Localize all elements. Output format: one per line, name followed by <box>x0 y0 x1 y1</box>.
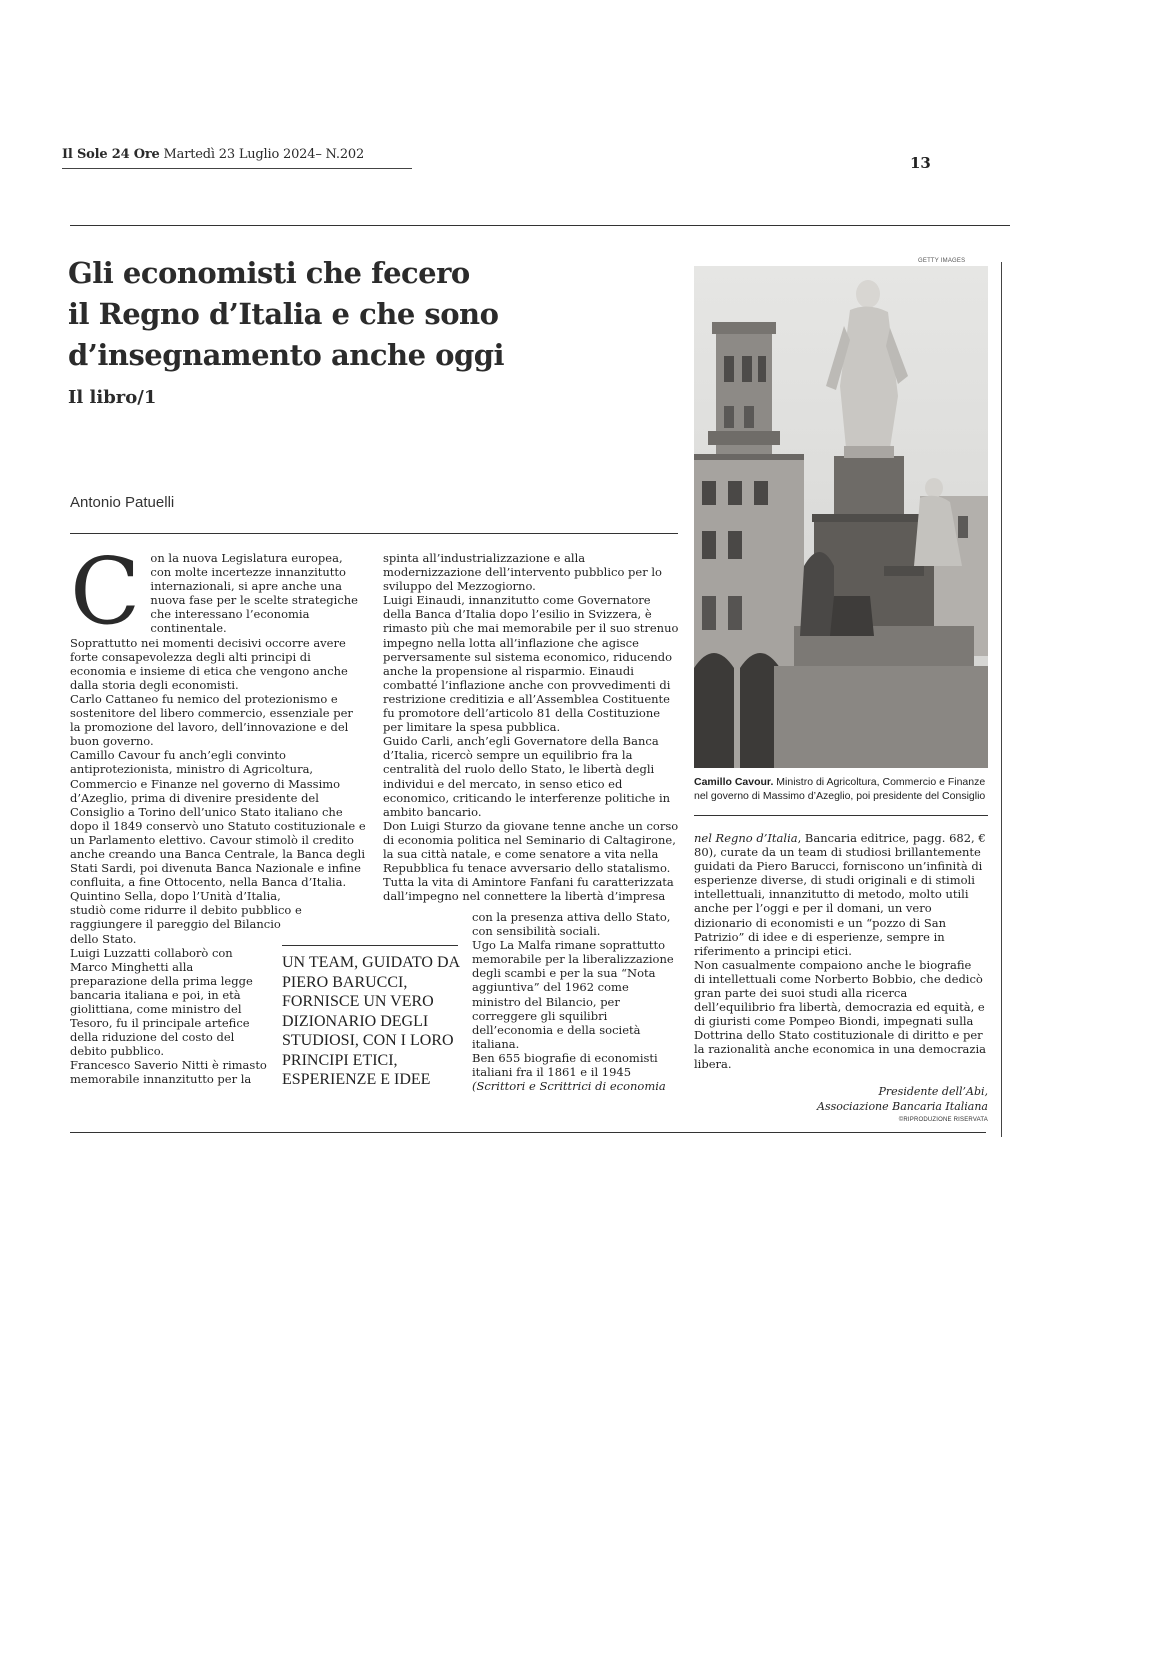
body-paragraph: Soprattutto nei momenti decisivi occorre avere forte consapevolezza degli alti principi di economia e insieme di etica che vengono anche dalla storia degli economisti. <box>70 635 348 692</box>
body-paragraph: Don Luigi Sturzo da giovane tenne anche un corso di economia politica nel Seminario di Caltagirone, la sua città natale, e come senatore a vita nella Repubblica fu tenace avversario dello statalismo. <box>383 818 679 876</box>
body-paragraph: Francesco Saverio Nitti è rimasto memorabile innanzitutto per la <box>70 1058 267 1087</box>
body-paragraph: spinta all’industrializzazione e alla modernizzazione dell’intervento pubblico per lo sviluppo del Mezzogiorno. <box>383 551 662 594</box>
body-paragraph: Guido Carli, anch’egli Governatore della Banca d’Italia, ricercò sempre un equilibrio fra la centralità del ruolo dello Stato, le libertà degli individui e del mercato, in senso etico ed economico, criticando le interferenze politiche in ambito bancario. <box>383 734 671 819</box>
body-paragraph: Ben 655 biografie di economisti italiani fra il 1861 e il 1945 (Scrittori e Scrittrici di economia <box>472 1050 666 1094</box>
article-column-2 <box>383 551 679 903</box>
issue-date: Martedì 23 Luglio 2024 <box>159 147 316 162</box>
signature-organization: Associazione Bancaria Italiana <box>817 1100 988 1113</box>
caption-divider <box>694 815 988 816</box>
headline <box>68 253 538 376</box>
issue-number: – N.202 <box>315 147 365 162</box>
pull-quote <box>282 953 462 1090</box>
body-paragraph: Ugo La Malfa rimane soprattutto memorabile per la liberalizzazione degli scambi e per la sua “Nota aggiuntiva” del 1962 come ministro del Bilancio, per correggere gli squilibri dell’economia e della società italiana. <box>472 938 674 1051</box>
pull-quote-text: UN TEAM, GUIDATO DA PIERO BARUCCI, FORNISCE UN VERO DIZIONARIO DEGLI STUDIOSI, CON I LORO PRINCIPI ETICI, ESPERIENZE E IDEE <box>282 954 460 1088</box>
body-paragraph: Camillo Cavour fu anch’egli convinto antiprotezionista, ministro di Agricoltura, Commercio e Finanze nel governo di Massimo d’Azeglio, prima di divenire presidente del Consiglio a Torino dell’unico Stato italiano che dopo il 1849 conservò uno Statuto costituzionale e un Parlamento elettivo. Cavour stimolò il credito anche creando una Banca Centrale, la Banca degli Stati Sardi, poi divenuta Banca Nazionale e infine confluita, a fine Ottocento, nella Banca d’Italia. <box>70 748 366 890</box>
bottom-divider <box>70 1132 986 1133</box>
masthead-rule <box>62 168 412 169</box>
top-divider <box>70 225 1010 226</box>
body-paragraph: con la presenza attiva dello Stato, con sensibilità sociali. <box>472 910 671 939</box>
right-border-rule <box>1001 262 1002 1137</box>
headline-line: Gli economisti che fecero <box>68 256 470 290</box>
page-number: 13 <box>910 154 931 172</box>
caption-text: Ministro di Agricoltura, Commercio e Finanze nel governo di Massimo d’Azeglio, poi presidente del Consiglio <box>694 776 986 802</box>
body-paragraph: Non casualmente compaiono anche le biografie di intellettuali come Norberto Bobbio, che dedicò gran parte dei suoi studi alla ricerca dell’equilibrio fra libertà, democrazia ed equità, e di giuristi come Pompeo Biondi, impegnati sulla Dottrina dello Stato costituzionale di diritto e per la razionalità anche economica in una democrazia libera. <box>694 957 987 1071</box>
author-byline: Antonio Patuelli <box>70 494 175 511</box>
caption-subject: Camillo Cavour. <box>694 776 774 788</box>
headline-line: d’insegnamento anche oggi <box>68 338 505 372</box>
body-paragraph: Tutta la vita di Amintore Fanfani fu caratterizzata dall’impegno nel connettere la libertà d’impresa <box>383 875 674 904</box>
body-paragraph: Quintino Sella, dopo l’Unità d’Italia, studiò come ridurre il debito pubblico e raggiungere il pareggio del Bilancio dello Stato. <box>70 889 302 946</box>
author-signature <box>700 1084 988 1114</box>
lead-paragraph: Con la nuova Legislatura europea, con molte incertezze innanzitutto internazionali, si apre anche una nuova fase per le scelte strategiche che interessano l’economia continentale. <box>70 538 358 645</box>
signature-role: Presidente dell’Abi, <box>878 1085 988 1098</box>
masthead <box>62 147 364 162</box>
body-paragraph: Luigi Einaudi, innanzitutto come Governatore della Banca d’Italia dopo l’esilio in Svizzera, è rimasto più che mai memorabile per il suo strenuo impegno nella lotta all’inflazione che agisce perversamente sul sistema economico, riducendo anche la propensione al risparmio. Einaudi combatté l’inflazione anche con provvedimenti di restrizione creditizia e all’Assemblea Costituente fu promotore dell’articolo 81 della Costituzione per limitare la spesa pubblica. <box>383 593 679 735</box>
cavour-statue-photo <box>694 266 988 768</box>
body-paragraph: Luigi Luzzatti collaborò con Marco Minghetti alla preparazione della prima legge bancaria italiana e poi, in età giolittiana, come ministro del Tesoro, fu il principale artefice della riduzione del costo del debito pubblico. <box>70 945 253 1059</box>
body-paragraph: Carlo Cattaneo fu nemico del protezionismo e sostenitore del libero commercio, essenziale per la promozione del lavoro, dell’innovazione e del buon governo. <box>70 691 353 749</box>
section-kicker: Il libro/1 <box>68 387 157 408</box>
book-title: nel Regno d’Italia <box>694 831 798 845</box>
headline-line: il Regno d’Italia e che sono <box>68 297 499 331</box>
statue-photo-illustration <box>694 266 988 768</box>
photo-caption <box>694 775 994 803</box>
book-title: (Scrittori e Scrittrici di economia <box>472 1079 666 1094</box>
photo-credit: GETTY IMAGES <box>918 258 966 264</box>
drop-cap: C <box>70 538 141 645</box>
article-column-2-continued <box>472 910 679 1093</box>
newspaper-name: Il Sole 24 Ore <box>62 147 160 162</box>
pullquote-rule <box>282 945 458 946</box>
body-paragraph: nel Regno d’Italia, Bancaria editrice, pagg. 682, € 80), curate da un team di studiosi brillantemente guidati da Piero Barucci, forniscono un’infinità di esperienze diverse, di studi originali e di stimoli intellettuali, innanzitutto di metodo, molto utili anche per l’oggi e per il domani, un vero dizionario di economisti e un “pozzo di San Patrizio” di idee e di esperienze, sempre in riferimento a principi etici. <box>694 831 986 958</box>
byline-divider <box>70 533 678 534</box>
copyright-notice: ©RIPRODUZIONE RISERVATA <box>898 1117 988 1123</box>
article-column-3 <box>694 831 986 1071</box>
